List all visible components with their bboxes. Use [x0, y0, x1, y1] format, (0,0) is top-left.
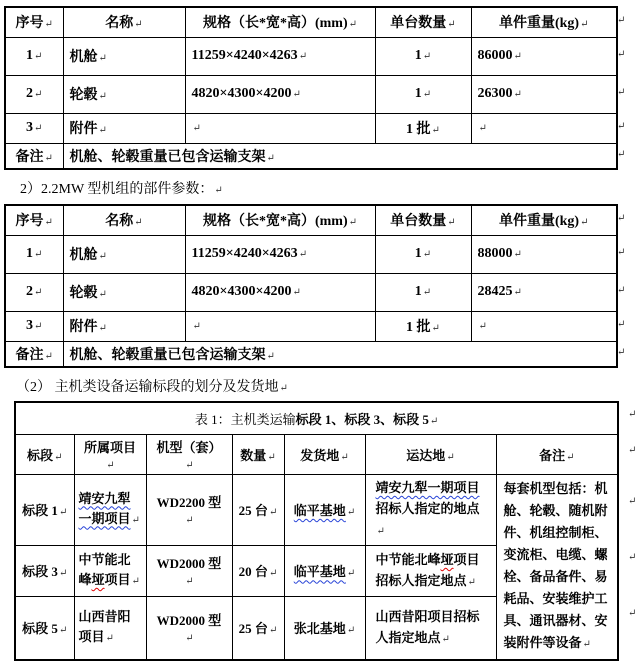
pilcrow-icon: ↵: [513, 249, 522, 260]
table-row: [5, 7, 617, 37]
pilcrow-icon: ↵: [429, 415, 439, 427]
cell-project: 山西昔阳项目↵: [74, 596, 146, 659]
pilcrow-icon: ↵: [279, 383, 288, 394]
note-text: 机舱、轮毂重量已包含运输支架↵: [63, 143, 617, 169]
cell-name: 附件↵: [63, 311, 185, 341]
table-row: [5, 311, 617, 341]
pilcrow-icon: ↵: [346, 625, 356, 637]
row-end-pilcrow-icon: ↵: [617, 347, 626, 358]
pilcrow-icon: ↵: [185, 576, 194, 588]
cell-weight: 86000↵: [471, 37, 617, 75]
row-end-pilcrow-icon: ↵: [617, 15, 626, 26]
cell-section: 标段 5↵: [15, 596, 74, 659]
cell-project: 中节能北峰垭项目↵: [74, 545, 146, 596]
cell-name: 机舱↵: [63, 37, 185, 75]
pilcrow-icon: ↵: [34, 51, 43, 62]
table-title: [15, 402, 618, 434]
spellcheck-underlined-text: 靖安九犁一期项目: [78, 490, 131, 526]
header-qty: 单台数量↵: [375, 7, 471, 37]
pilcrow-icon: ↵: [298, 249, 308, 260]
pilcrow-icon: ↵: [192, 123, 201, 134]
spellcheck-underlined-text: 垭: [440, 551, 454, 567]
cell-origin: [284, 474, 365, 545]
pilcrow-icon: ↵: [580, 217, 589, 229]
pilcrow-icon: ↵: [34, 321, 43, 332]
pilcrow-icon: ↵: [422, 249, 432, 260]
pilcrow-icon: ↵: [185, 459, 194, 471]
pilcrow-icon: ↵: [268, 507, 278, 519]
pilcrow-icon: ↵: [58, 625, 68, 637]
pilcrow-icon: ↵: [446, 451, 455, 463]
header-name: 名称↵: [63, 205, 185, 235]
header-origin: 发货地↵: [284, 434, 365, 474]
cell-destination: 中节能北峰垭项目招标人指定地点↵: [365, 545, 496, 596]
cell-destination: 靖安九犁一期项目 招标人指定的地点↵: [365, 474, 496, 545]
pilcrow-icon: ↵: [192, 321, 201, 332]
header-weight: 单件重量(kg)↵: [471, 205, 617, 235]
pilcrow-icon: ↵: [292, 287, 301, 298]
cell-seq: 3↵: [5, 311, 63, 341]
table-title-row: [15, 402, 618, 434]
header-quantity: 数量↵: [232, 434, 284, 474]
cell-weight: [471, 113, 617, 143]
pilcrow-icon: ↵: [268, 568, 278, 580]
pilcrow-icon: ↵: [34, 89, 43, 100]
pilcrow-icon: ↵: [340, 451, 349, 463]
row-end-pilcrow-icon: ↵: [617, 149, 626, 160]
pilcrow-icon: ↵: [441, 633, 450, 645]
cell-quantity: 25 台↵: [232, 474, 284, 545]
pilcrow-icon: ↵: [44, 350, 53, 362]
pilcrow-icon: ↵: [134, 217, 143, 229]
header-model: 机型（套）↵: [146, 434, 232, 474]
pilcrow-icon: ↵: [98, 125, 107, 136]
pilcrow-icon: ↵: [447, 217, 456, 229]
pilcrow-icon: ↵: [54, 451, 63, 463]
header-spec: 规格（长*宽*高）(mm)↵: [185, 7, 375, 37]
pilcrow-icon: ↵: [346, 507, 356, 519]
pilcrow-icon: ↵: [422, 287, 432, 298]
pilcrow-icon: ↵: [34, 287, 43, 298]
table-row: [5, 37, 617, 75]
table-row-section-1: [15, 474, 618, 545]
cell-spec: 11259×4240×4263↵: [185, 37, 375, 75]
cell-weight: [471, 311, 617, 341]
cell-seq: 1↵: [5, 37, 63, 75]
row-end-pilcrow-icon: ↵: [617, 319, 626, 330]
header-spec: 规格（长*宽*高）(mm)↵: [185, 205, 375, 235]
pilcrow-icon: ↵: [98, 251, 107, 262]
table-row: [5, 75, 617, 113]
table-sections-wrapper: [14, 401, 637, 661]
pilcrow-icon: ↵: [346, 568, 356, 580]
cell-remark-merged: 每套机型包括：机舱、轮毂、随机附件、机组控制柜、变流柜、电缆、螺栓、备品备件、易耗品、安装维护工具、通讯器材、安装附件等设备↵: [496, 474, 618, 660]
cell-spec: 11259×4240×4263↵: [185, 235, 375, 273]
table-transport-sections: [14, 401, 619, 661]
table-row: [5, 273, 617, 311]
row-end-pilcrow-icon: ↵: [628, 552, 637, 563]
row-end-pilcrow-icon: ↵: [628, 445, 637, 456]
cell-qty: 1↵: [375, 273, 471, 311]
pilcrow-icon: ↵: [34, 249, 43, 260]
pilcrow-icon: ↵: [266, 152, 275, 164]
cell-weight: 28425↵: [471, 273, 617, 311]
pilcrow-icon: ↵: [580, 19, 589, 31]
header-destination: 运达地↵: [365, 434, 496, 474]
cell-weight: 88000↵: [471, 235, 617, 273]
cell-seq: 1↵: [5, 235, 63, 273]
cell-origin: 张北基地↵: [284, 596, 365, 659]
pilcrow-icon: ↵: [422, 51, 432, 62]
pilcrow-icon: ↵: [214, 185, 223, 196]
pilcrow-icon: ↵: [185, 633, 194, 645]
pilcrow-icon: ↵: [34, 123, 43, 134]
row-end-pilcrow-icon: ↵: [628, 409, 637, 420]
pilcrow-icon: ↵: [376, 526, 385, 538]
pilcrow-icon: ↵: [478, 321, 487, 332]
pilcrow-icon: ↵: [478, 123, 487, 134]
row-end-pilcrow-icon: ↵: [617, 247, 626, 258]
header-qty: 单台数量↵: [375, 205, 471, 235]
header-weight: 单件重量(kg)↵: [471, 7, 617, 37]
pilcrow-icon: ↵: [298, 51, 308, 62]
cell-name: 机舱↵: [63, 235, 185, 273]
header-project: 所属项目↵: [74, 434, 146, 474]
paragraph-text: （2） 主机类设备运输标段的划分及发货地: [16, 380, 279, 395]
table-title-normal: 表 1：主机类运输: [194, 411, 296, 427]
pilcrow-icon: ↵: [98, 53, 107, 64]
pilcrow-icon: ↵: [447, 19, 456, 31]
header-seq: 序号↵: [5, 7, 63, 37]
cell-spec: 4820×4300×4200↵: [185, 273, 375, 311]
pilcrow-icon: ↵: [131, 514, 140, 526]
table-2mw-parts-wrapper: [4, 6, 626, 170]
table-title-bold: 标段 1、标段 3、标段 5: [295, 411, 429, 427]
paragraph-2-2mw-heading: [0, 178, 627, 198]
pilcrow-icon: ↵: [106, 459, 115, 471]
cell-name: 轮毂↵: [63, 273, 185, 311]
pilcrow-icon: ↵: [268, 625, 278, 637]
table-2-2mw-parts: [4, 204, 618, 368]
spellcheck-underlined-text: 临平基地: [293, 503, 346, 519]
cell-name: 轮毂↵: [63, 75, 185, 113]
table-row: [5, 205, 617, 235]
pilcrow-icon: ↵: [513, 51, 522, 62]
pilcrow-icon: ↵: [44, 217, 53, 229]
cell-weight: 26300↵: [471, 75, 617, 113]
pilcrow-icon: ↵: [98, 323, 107, 334]
pilcrow-icon: ↵: [582, 638, 591, 650]
pilcrow-icon: ↵: [348, 217, 358, 229]
cell-qty: 1↵: [375, 37, 471, 75]
header-remark: 备注↵: [496, 434, 618, 474]
cell-seq: 2↵: [5, 75, 63, 113]
pilcrow-icon: ↵: [513, 287, 522, 298]
header-seq: 序号↵: [5, 205, 63, 235]
cell-spec: [185, 311, 375, 341]
pilcrow-icon: ↵: [134, 19, 143, 31]
spellcheck-underlined-text: 临平基地: [293, 564, 346, 580]
row-end-pilcrow-icon: ↵: [617, 121, 626, 132]
cell-qty: 1↵: [375, 235, 471, 273]
cell-section: 标段 3↵: [15, 545, 74, 596]
table-2-2mw-parts-wrapper: [4, 204, 626, 368]
table-header-row: [15, 434, 618, 474]
row-end-pilcrow-icon: ↵: [617, 213, 626, 224]
pilcrow-icon: ↵: [266, 350, 275, 362]
paragraph-sections-heading: [0, 376, 627, 396]
note-label: 备注↵: [5, 341, 63, 367]
pilcrow-icon: ↵: [292, 89, 301, 100]
pilcrow-icon: ↵: [431, 125, 440, 136]
pilcrow-icon: ↵: [267, 451, 276, 463]
paragraph-text: 2）2.2MW 型机组的部件参数：: [20, 182, 214, 197]
table-row-note: [5, 341, 617, 367]
cell-quantity: 25 台↵: [232, 596, 284, 659]
pilcrow-icon: ↵: [422, 89, 432, 100]
pilcrow-icon: ↵: [185, 515, 194, 527]
cell-destination: 山西昔阳项目招标人指定地点↵: [365, 596, 496, 659]
pilcrow-icon: ↵: [58, 507, 68, 519]
table-2-0mw-parts: [4, 6, 618, 170]
cell-qty: 1↵: [375, 75, 471, 113]
pilcrow-icon: ↵: [98, 91, 107, 102]
cell-model: WD2200 型↵: [146, 474, 232, 545]
row-end-pilcrow-icon: ↵: [617, 285, 626, 296]
cell-seq: 2↵: [5, 273, 63, 311]
pilcrow-icon: ↵: [58, 568, 68, 580]
pilcrow-icon: ↵: [44, 19, 53, 31]
cell-origin: [284, 545, 365, 596]
pilcrow-icon: ↵: [98, 289, 107, 300]
cell-quantity: 20 台↵: [232, 545, 284, 596]
cell-spec: 4820×4300×4200↵: [185, 75, 375, 113]
cell-qty: 1 批↵: [375, 311, 471, 341]
header-section: 标段↵: [15, 434, 74, 474]
pilcrow-icon: ↵: [566, 451, 575, 463]
pilcrow-icon: ↵: [467, 576, 476, 588]
table-row-note: [5, 143, 617, 169]
cell-section: 标段 1↵: [15, 474, 74, 545]
cell-model: WD2000 型↵: [146, 545, 232, 596]
pilcrow-icon: ↵: [348, 19, 358, 31]
spellcheck-underlined-text: 垭: [91, 571, 105, 587]
cell-spec: [185, 113, 375, 143]
spellcheck-underlined-text: 靖安九犁一期项目: [375, 480, 480, 496]
cell-name: 附件↵: [63, 113, 185, 143]
cell-seq: 3↵: [5, 113, 63, 143]
pilcrow-icon: ↵: [131, 575, 140, 587]
header-name: 名称↵: [63, 7, 185, 37]
row-end-pilcrow-icon: ↵: [617, 87, 626, 98]
row-end-pilcrow-icon: ↵: [617, 49, 626, 60]
pilcrow-icon: ↵: [105, 632, 114, 644]
pilcrow-icon: ↵: [513, 89, 522, 100]
table-row: [5, 113, 617, 143]
cell-qty: 1 批↵: [375, 113, 471, 143]
note-text: 机舱、轮毂重量已包含运输支架↵: [63, 341, 617, 367]
table-row: [5, 235, 617, 273]
pilcrow-icon: ↵: [44, 152, 53, 164]
cell-model: WD2000 型↵: [146, 596, 232, 659]
row-end-pilcrow-icon: ↵: [628, 608, 637, 619]
row-end-pilcrow-icon: ↵: [628, 496, 637, 507]
document-page: [0, 6, 637, 650]
cell-project: [74, 474, 146, 545]
pilcrow-icon: ↵: [431, 323, 440, 334]
note-label: 备注↵: [5, 143, 63, 169]
